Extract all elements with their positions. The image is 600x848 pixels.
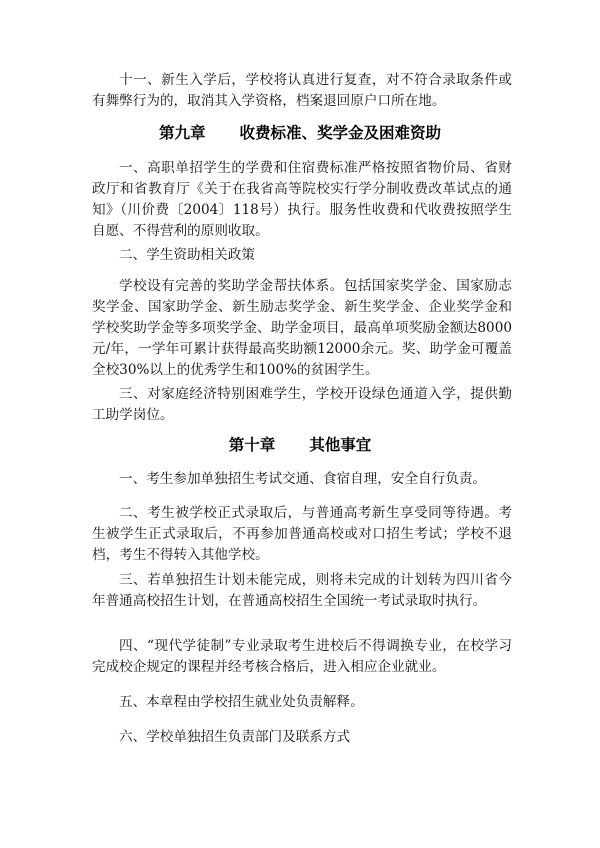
chapter-10-heading	[0, 434, 600, 456]
chapter-10-paragraph-6-contact: 六、学校单独招生负责部门及联系方式	[119, 729, 351, 745]
chapter-10-paragraph-2-enrollment: 二、考生被学校正式录取后，与普通高考新生享受同等待遇。考生被学生正式录取后，不再参加普通高校或对口招生考试；学校不退档，考生不得转入其他学校。	[92, 505, 512, 563]
chapter-10-title: 其他事宜	[309, 436, 372, 454]
chapter-9-paragraph-4-green-channel: 三、对家庭经济特别困难学生，学校开设绿色通道入学，提供勤工助学岗位。	[92, 386, 512, 423]
chapter-9-paragraph-2-aid-policy: 二、学生资助相关政策	[119, 247, 255, 263]
paragraph-11-admission-review: 十一、新生入学后，学校将认真进行复查，对不符合录取条件或有舞弊行为的，取消其入学资格，档案退回原户口所在地。	[92, 72, 512, 109]
chapter-10-paragraph-4-apprenticeship: 四、“现代学徒制”专业录取考生进校后不得调换专业，在校学习完成校企规定的课程并经考核合格后，进入相应企业就业。	[92, 638, 512, 675]
chapter-10-paragraph-5-interpretation: 五、本章程由学校招生就业处负责解释。	[119, 694, 364, 710]
chapter-10-number: 第十章	[228, 436, 276, 454]
chapter-9-title: 收费标准、奖学金及困难资助	[239, 124, 442, 142]
chapter-10-paragraph-1-travel: 一、考生参加单独招生考试交通、食宿自理，安全自行负责。	[119, 471, 487, 487]
chapter-9-paragraph-3-scholarships: 学校设有完善的奖助学金帮扶体系。包括国家奖学金、国家励志奖学金、国家助学金、新生励志奖学金、新生奖学金、企业奖学金和学校奖助学金等多项奖学金、助学金项目，最高单项奖励金额达8000元/年，一学年可累计获得最高奖助额12000余元。奖、助学金可覆盖全校30%以上的优秀学生和100%的贫困学生。	[92, 278, 512, 378]
chapter-9-heading	[0, 122, 600, 144]
chapter-9-paragraph-1-fees: 一、高职单招学生的学费和住宿费标准严格按照省物价局、省财政厅和省教育厅《关于在我省高等院校实行学分制收费改革试点的通知》（川价费〔2004〕118号）执行。服务性收费和代收费按照学生自愿、不得营利的原则收取。	[92, 160, 512, 239]
chapter-10-paragraph-3-unfilled-plan: 三、若单独招生计划未能完成，则将未完成的计划转为四川省今年普通高校招生计划，在普通高校招生全国统一考试录取时执行。	[92, 572, 512, 609]
chapter-9-number: 第九章	[158, 124, 206, 142]
